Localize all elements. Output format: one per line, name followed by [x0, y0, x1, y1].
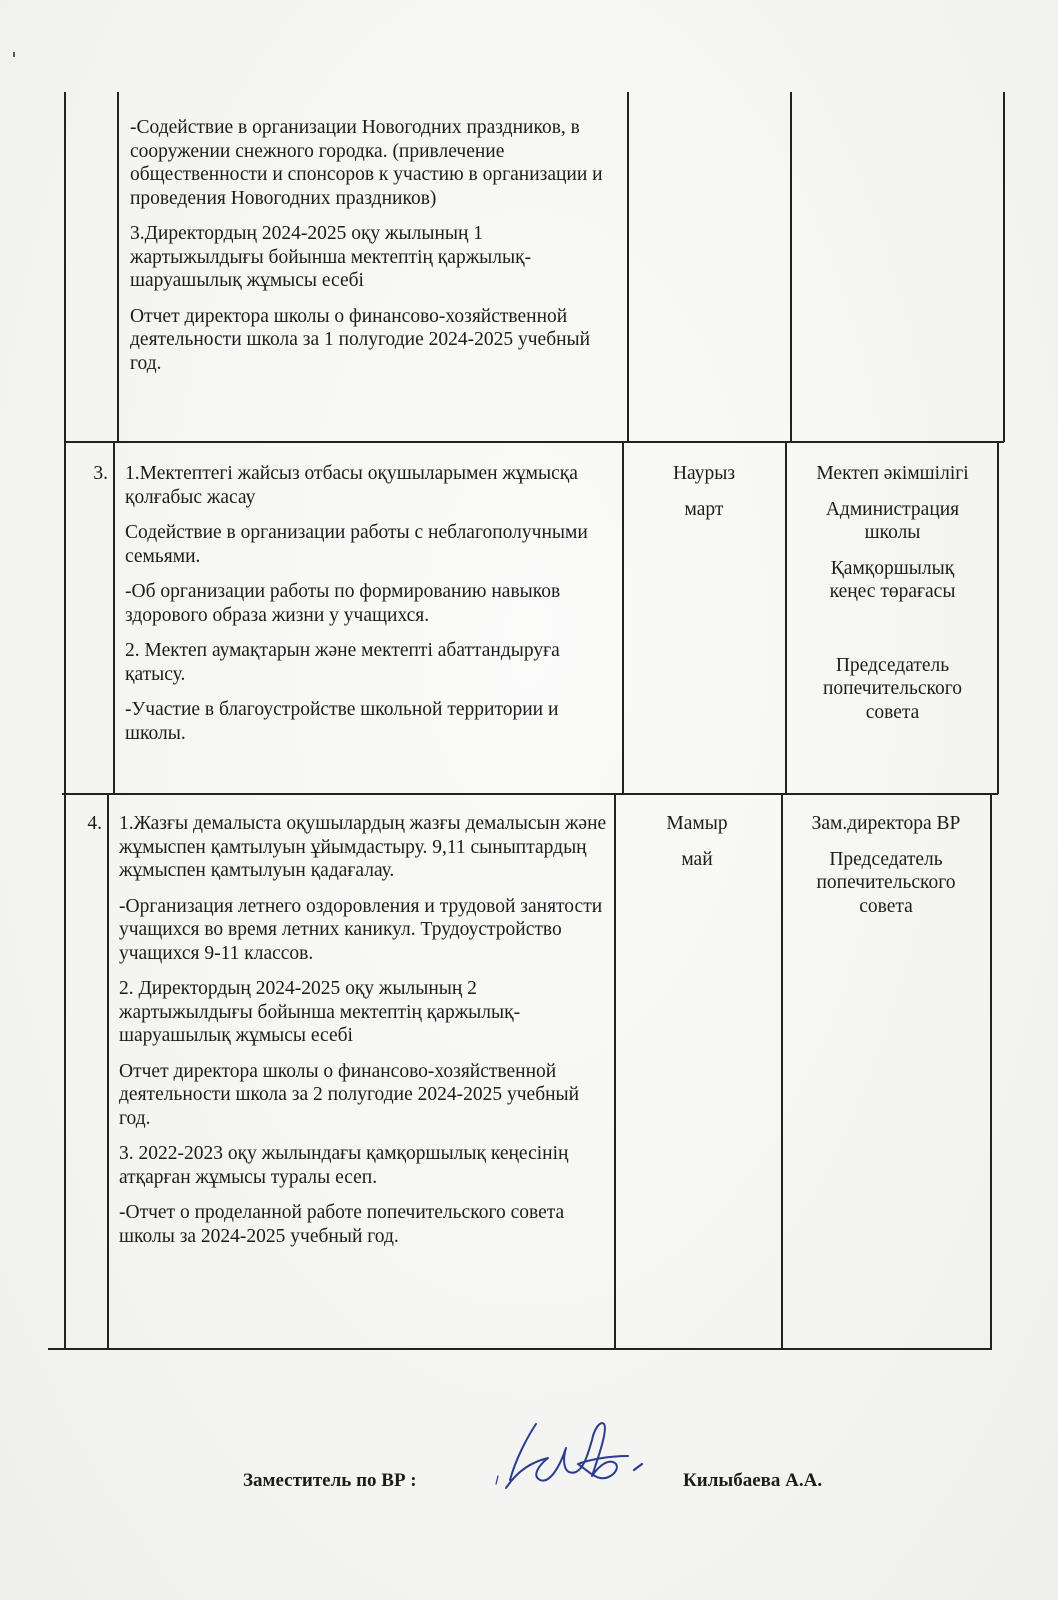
col-divider-date — [790, 92, 792, 442]
col-divider-number — [107, 794, 109, 1349]
content-paragraph: 1.Мектептегі жайсыз отбасы оқушыларымен жұмысқа қолғабыс жасау — [125, 463, 578, 508]
row-responsible-cell — [784, 812, 988, 930]
content-paragraph: 3.Директордың 2024-2025 оқу жылының 1 жартыжылдығы бойынша мектептің қаржылық-шаруашылық жұмысы есебі — [130, 223, 532, 291]
content-paragraph: 2. Мектеп аумақтарын және мектепті абаттандыруға қатысу. — [125, 640, 560, 685]
col-divider-date — [785, 442, 787, 794]
content-paragraph: -Организация летнего оздоровления и трудовой занятости учащихся во время летних каникул. Трудоустройство учащихся 9-11 классов. — [119, 895, 603, 964]
col-divider-number — [117, 92, 119, 442]
content-paragraph: 3. 2022-2023 оқу жылындағы қамқоршылық кеңесінің атқарған жұмысы туралы есеп. — [119, 1143, 569, 1188]
content-paragraph: 2. Директордың 2024-2025 оқу жылының 2 жартыжылдығы бойынша мектептің қаржылық-шаруашылық жұмысы есебі — [119, 978, 521, 1046]
content-paragraph: 1.Жазғы демалыста оқушылардың жазғы демалысын және жұмыспен қамтылуын ұйымдастыру. 9,11 сыныптардың жұмыспен қамтылуын қадағалау. — [119, 813, 607, 881]
content-paragraph: -Участие в благоустройстве школьной территории и школы. — [125, 699, 559, 744]
signer-name: Килыбаева А.А. — [683, 1470, 823, 1491]
signer-role: Заместитель по ВР : — [243, 1470, 417, 1491]
content-paragraph: -Об организации работы по формированию навыков здорового образа жизни у учащихся. — [125, 581, 561, 626]
table-border-right — [990, 794, 992, 1349]
row-responsible-cell — [790, 462, 995, 736]
row-date-cell — [616, 812, 778, 883]
table-border-left — [64, 92, 66, 1349]
date-kazakh: Мамыр — [666, 813, 728, 834]
scan-speck — [13, 52, 15, 57]
row-number: 4. — [87, 813, 102, 834]
row-separator — [62, 793, 998, 795]
responsible-entry: Қамқоршылық кеңес төрағасы — [829, 557, 956, 602]
row-separator — [64, 441, 1004, 443]
content-paragraph: Отчет директора школы о финансово-хозяйственной деятельности школа за 2 полугодие 2024-2025 учебный год. — [119, 1060, 580, 1129]
responsible-entry: Администрация школы — [825, 498, 960, 543]
col-divider-content — [627, 92, 629, 442]
row-content-cell — [125, 462, 615, 757]
content-paragraph: Содействие в организации работы с неблагополучными семьями. — [125, 522, 588, 567]
col-divider-date — [781, 794, 783, 1349]
responsible-entry: Председатель попечительского совета — [823, 654, 962, 723]
table-border-right — [997, 442, 999, 794]
date-russian: май — [681, 848, 713, 870]
col-divider-number — [113, 442, 115, 794]
responsible-entry: Мектеп әкімшілігі — [816, 463, 969, 484]
row-number: 3. — [93, 463, 108, 484]
responsible-entry: Зам.директора ВР — [811, 813, 961, 834]
table-border-right — [1003, 92, 1005, 442]
handwritten-signature-icon — [488, 1418, 658, 1498]
content-paragraph: Отчет директора школы о финансово-хозяйственной деятельности школа за 1 полугодие 2024-2025 учебный год. — [130, 305, 591, 374]
content-paragraph: -Содействие в организации Новогодних праздников, в сооружении снежного городка. (привлечение общественности и спонсоров к участию в организации и проведения Новогодних праздников) — [130, 117, 603, 209]
responsible-entry: Председатель попечительского совета — [816, 848, 956, 917]
content-paragraph: -Отчет о проделанной работе попечительского совета школы за 2024-2025 учебный год. — [119, 1202, 565, 1247]
row-content-cell — [130, 116, 620, 387]
date-kazakh: Наурыз — [672, 463, 736, 484]
date-russian: март — [684, 498, 724, 520]
row-content-cell — [119, 812, 609, 1260]
row-date-cell — [624, 462, 784, 533]
table-border-bottom — [48, 1348, 992, 1350]
